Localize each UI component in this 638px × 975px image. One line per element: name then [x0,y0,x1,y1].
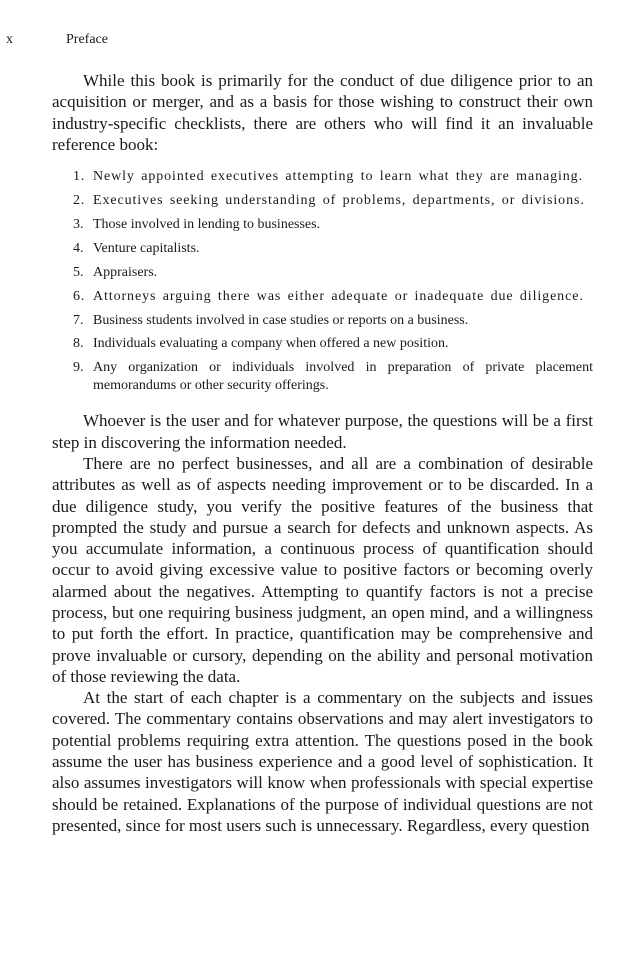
list-item-number: 4. [73,240,84,256]
list-item-number: 7. [73,312,84,328]
list-item-number: 1. [73,169,86,185]
body-paragraph: Whoever is the user and for whatever purpose, the questions will be a first step in discovering the information needed. [52,411,593,452]
intro-paragraph: While this book is primarily for the conduct of due diligence prior to an acquisition or merger, and as a basis for those wishing to construct their own industry-specific checklists, there are others who will find it an invaluable reference book: [52,71,593,154]
list-item [73,240,593,258]
list-item-text: Appraisers. [93,264,158,280]
body-paragraph: There are no perfect businesses, and all are a combination of desirable attributes as well as of aspects needing improvement or to be discarded. In a due diligence study, you verify the positive features of the business that prompted the study and pursue a search for defects and unknown aspects. As you accumulate information, a continuous process of quantification should occur to avoid giving excessive value to positive factors or becoming overly alarmed about the negatives. Attempting to quantify factors is not a precise process, but one requiring business judgment, an open mind, and a willingness to put forth the effort. In practice, quantification may be comprehensive and prove invaluable or cursory, depending on the ability and personal motivation of those reviewing the data. [52,453,593,686]
body-paragraph: At the start of each chapter is a commentary on the subjects and issues covered. The commentary contains observations and may alert investigators to potential problems requiring extra attention. The questions posed in the book assume the user has business experience and a good level of sophistication. It also assumes investigators will know when professionals with special expertise should be retained. Explanations of the purpose of individual questions are not presented, since for most users such is unnecessary. Regardless, every question [52,688,593,835]
list-item-number: 5. [73,264,84,280]
page-number: x [6,32,13,47]
list-item [73,288,593,306]
list-item-number: 8. [73,336,84,352]
list-item-number: 6. [73,288,86,304]
list-item [73,192,593,210]
list-item [73,359,593,394]
list-item-text: Newly appointed executives attempting to learn what they are managing. [93,169,583,185]
list-item-number: 9. [73,360,84,376]
list-item-text: Executives seeking understanding of problems, departments, or divisions. [93,193,585,209]
list-item-text: Individuals evaluating a company when offered a new position. [93,336,449,352]
list-item [73,312,593,330]
list-item-text: Business students involved in case studies or reports on a business. [93,312,469,328]
list-item-text: Attorneys arguing there was either adequate or inadequate due diligence. [93,288,584,304]
list-item [73,216,593,234]
list-item [73,168,593,186]
reader-list [52,168,593,394]
page-body [52,70,593,836]
list-item-text: Any organization or individuals involved in preparation of private placement memorandums or other security offerings. [93,360,593,393]
list-item [73,335,593,353]
list-item [73,264,593,282]
running-head-title: Preface [66,32,108,47]
list-item-text: Those involved in lending to businesses. [93,216,321,232]
list-item-text: Venture capitalists. [93,240,200,256]
running-head [0,32,638,50]
list-item-number: 3. [73,216,84,232]
list-item-number: 2. [73,193,86,209]
